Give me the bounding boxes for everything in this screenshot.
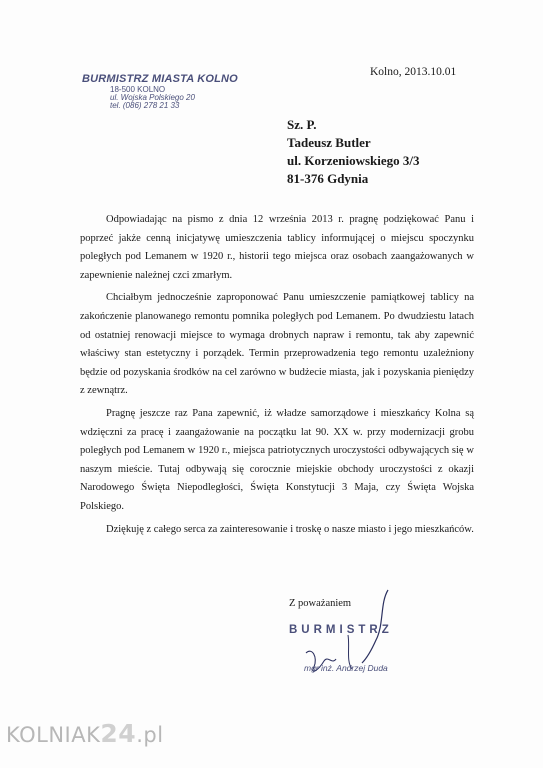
body-paragraph-4: Dziękuję z całego serca za zainteresowanie i troskę o nasze miasto i jego mieszkańców.: [106, 523, 474, 535]
stamp-line-postal: 18-500 KOLNO: [110, 84, 166, 94]
stamp-line-office: BURMISTRZ MIASTA KOLNO: [82, 73, 238, 85]
body-paragraph-3: Pragnę jeszcze raz Pana zapewnić, iż władze samorządowe i mieszkańcy Kolna są wdzięczni za pracę i zaangażowanie na początku lat 90. XX w. przy modernizacji grobu poległych pod Lemanem w 1920 r., miejsca patriotycznych uroczystości odbywających się w naszym mieście. Tutaj odbywają się corocznie miejskie obchody uroczystości z okazji Narodowego Święta Niepodległości, Święta Konstytucji 3 Maja, czy Święta Wojska Polskiego.: [80, 407, 474, 512]
watermark-text-right: .pl: [136, 723, 164, 747]
signatory-name: mgr inż. Andrzej Duda: [304, 663, 388, 673]
letter-date: Kolno, 2013.10.01: [370, 66, 457, 78]
recipient-name: Tadeusz Butler: [287, 135, 371, 150]
recipient-salutation: Sz. P.: [287, 117, 317, 132]
stamp-line-phone: tel. (086) 278 21 33: [110, 101, 180, 111]
recipient-street: ul. Korzeniowskiego 3/3: [287, 153, 420, 168]
closing-regards: Z poważaniem: [289, 598, 352, 609]
letter-body: [80, 211, 474, 543]
watermark-number: 24: [100, 719, 137, 748]
signatory-title: BURMISTRZ: [289, 624, 393, 636]
watermark-text-left: KOLNIAK: [6, 723, 101, 747]
body-paragraph-2: Chciałbym jednocześnie zaproponować Panu umieszczenie pamiątkowej tablicy na zakończenie planowanego remontu pomnika poległych pod Lemanem. Po dwudziestu latach od ostatniej renowacji miejsce to wymaga drobnych napraw i remontu, tak aby zapewnić właściwy stan estetyczny i porządek. Termin przeprowadzenia tego remontu uzależniony będzie od pozyskania środków na cel zarówno w budżecie miasta, jak i pozyskania pieniędzy z zewnątrz.: [80, 292, 474, 397]
body-paragraph-1: Odpowiadając na pismo z dnia 12 września 2013 r. pragnę podziękować Panu i poprzeć jakże cenną inicjatywę umieszczenia tablicy informującej o miejscu spoczynku poległych pod Lemanem w 1920 r., historii tego miejsca oraz osobach zaangażowanych w zapewnienie należnej czci zmarłym.: [80, 214, 474, 281]
recipient-city: 81-376 Gdynia: [287, 171, 369, 186]
recipient-address: [287, 116, 420, 188]
site-watermark: [6, 719, 164, 748]
office-stamp: [82, 74, 242, 111]
stamp-line-street: ul. Wojska Polskiego 20: [110, 92, 195, 102]
